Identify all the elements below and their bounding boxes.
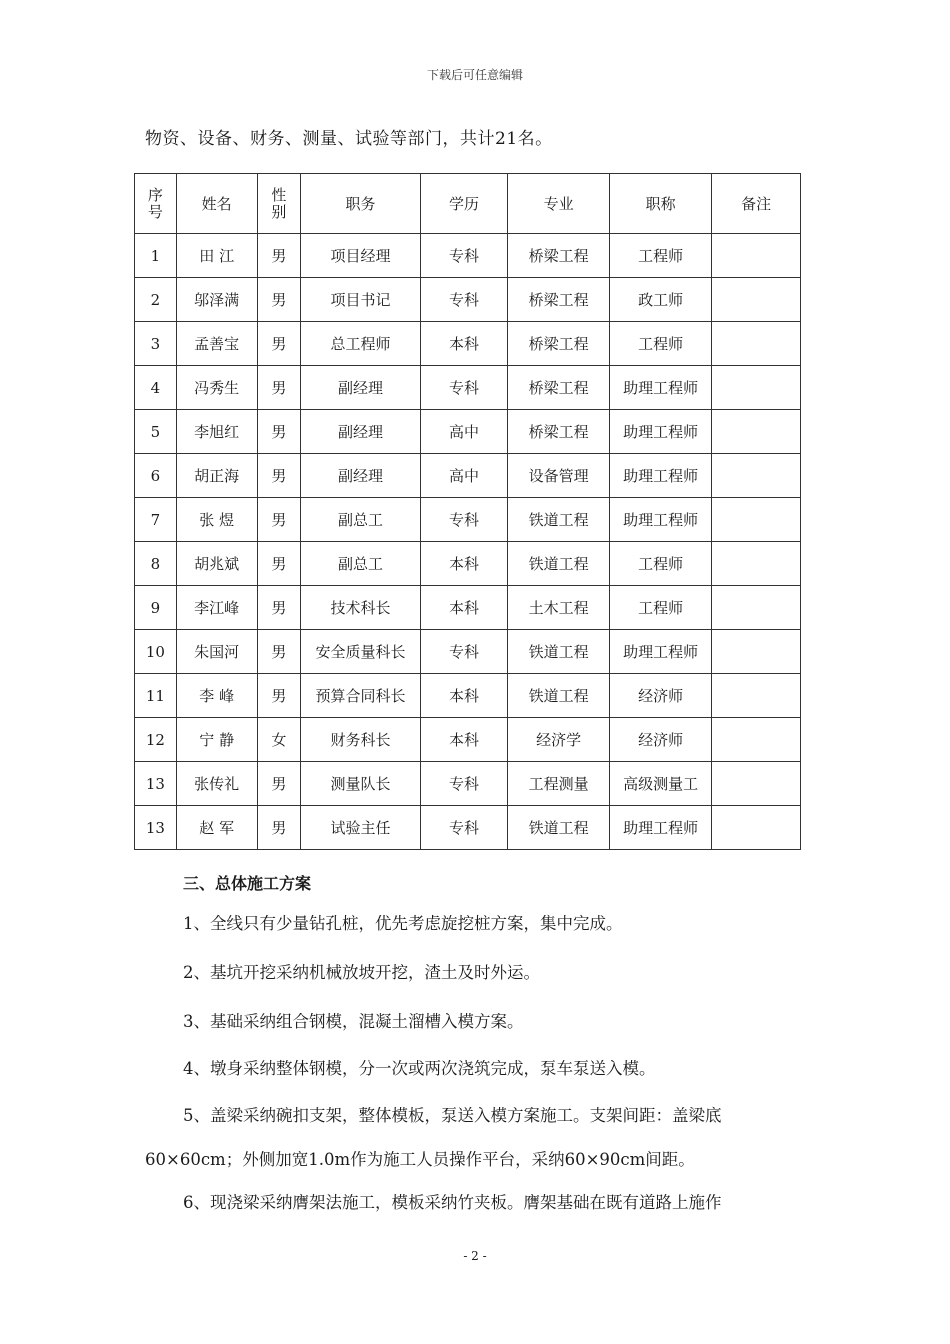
cell-gender: 男 xyxy=(257,762,301,806)
cell-major: 桥梁工程 xyxy=(508,234,610,278)
cell-no: 13 xyxy=(135,806,177,850)
table-row xyxy=(135,410,801,454)
cell-education: 专科 xyxy=(420,278,508,322)
paragraph-line: 1、全线只有少量钻孔桩，优先考虑旋挖桩方案，集中完成。 xyxy=(183,914,623,933)
table-row xyxy=(135,674,801,718)
page-number: - 2 - xyxy=(463,1249,487,1263)
cell-gender: 男 xyxy=(257,630,301,674)
cell-rank: 工程师 xyxy=(609,234,712,278)
table-row xyxy=(135,586,801,630)
intro-text: 物资、设备、财务、测量、试验等部门，共计21名。 xyxy=(145,129,553,149)
cell-note xyxy=(712,630,801,674)
cell-education: 专科 xyxy=(420,234,508,278)
paragraph xyxy=(145,1000,810,1044)
cell-name: 孟善宝 xyxy=(176,322,257,366)
cell-note xyxy=(712,674,801,718)
cell-education: 本科 xyxy=(420,674,508,718)
cell-title: 预算合同科长 xyxy=(301,674,420,718)
cell-no: 9 xyxy=(135,586,177,630)
cell-no: 12 xyxy=(135,718,177,762)
cell-gender: 男 xyxy=(257,410,301,454)
cell-major: 铁道工程 xyxy=(508,498,610,542)
cell-major: 桥梁工程 xyxy=(508,410,610,454)
cell-education: 本科 xyxy=(420,586,508,630)
cell-major: 铁道工程 xyxy=(508,542,610,586)
cell-gender: 男 xyxy=(257,454,301,498)
cell-gender: 男 xyxy=(257,322,301,366)
cell-rank: 工程师 xyxy=(609,322,712,366)
paragraph-line: 5、盖梁采纳碗扣支架，整体模板，泵送入模方案施工。支架间距：盖梁底 xyxy=(183,1106,722,1125)
paragraph xyxy=(145,1094,810,1182)
cell-note xyxy=(712,586,801,630)
cell-name: 宁 静 xyxy=(176,718,257,762)
header-gender-2: 别 xyxy=(271,202,287,221)
cell-title: 副总工 xyxy=(301,498,420,542)
cell-education: 专科 xyxy=(420,762,508,806)
table-row xyxy=(135,542,801,586)
cell-name: 张传礼 xyxy=(176,762,257,806)
cell-rank: 助理工程师 xyxy=(609,454,712,498)
table-row xyxy=(135,498,801,542)
paragraph-line: 6、现浇梁采纳膺架法施工，模板采纳竹夹板。膺架基础在既有道路上施作 xyxy=(183,1193,722,1212)
header-cell-gender xyxy=(257,174,301,234)
cell-title: 副总工 xyxy=(301,542,420,586)
cell-education: 本科 xyxy=(420,322,508,366)
paragraph xyxy=(145,1181,810,1225)
header-cell-title: 职务 xyxy=(301,174,420,234)
cell-note xyxy=(712,366,801,410)
paragraph-line: 4、墩身采纳整体钢模，分一次或两次浇筑完成，泵车泵送入模。 xyxy=(183,1059,656,1078)
cell-name: 李旭红 xyxy=(176,410,257,454)
staff-table xyxy=(134,173,801,850)
cell-name: 赵 军 xyxy=(176,806,257,850)
cell-rank: 政工师 xyxy=(609,278,712,322)
cell-title: 副经理 xyxy=(301,366,420,410)
cell-title: 安全质量科长 xyxy=(301,630,420,674)
header-cell-education: 学历 xyxy=(420,174,508,234)
cell-note xyxy=(712,322,801,366)
cell-major: 铁道工程 xyxy=(508,630,610,674)
cell-note xyxy=(712,410,801,454)
cell-gender: 男 xyxy=(257,586,301,630)
cell-no: 1 xyxy=(135,234,177,278)
paragraph-line: 2、基坑开挖采纳机械放坡开挖，渣土及时外运。 xyxy=(183,963,540,982)
header-gender-1: 性 xyxy=(271,185,287,204)
cell-no: 13 xyxy=(135,762,177,806)
cell-education: 专科 xyxy=(420,366,508,410)
header-cell-note: 备注 xyxy=(712,174,801,234)
cell-no: 2 xyxy=(135,278,177,322)
cell-note xyxy=(712,234,801,278)
section-title: 三、总体施工方案 xyxy=(183,874,312,893)
cell-note xyxy=(712,498,801,542)
cell-no: 7 xyxy=(135,498,177,542)
cell-title: 总工程师 xyxy=(301,322,420,366)
cell-gender: 女 xyxy=(257,718,301,762)
table-row xyxy=(135,718,801,762)
cell-education: 高中 xyxy=(420,454,508,498)
cell-major: 铁道工程 xyxy=(508,674,610,718)
cell-gender: 男 xyxy=(257,806,301,850)
cell-rank: 助理工程师 xyxy=(609,806,712,850)
header-cell-name: 姓名 xyxy=(176,174,257,234)
cell-gender: 男 xyxy=(257,278,301,322)
cell-major: 桥梁工程 xyxy=(508,278,610,322)
cell-rank: 助理工程师 xyxy=(609,498,712,542)
table-row xyxy=(135,278,801,322)
cell-rank: 高级测量工 xyxy=(609,762,712,806)
cell-title: 测量队长 xyxy=(301,762,420,806)
cell-title: 试验主任 xyxy=(301,806,420,850)
paragraph-line: 3、基础采纳组合钢模，混凝土溜槽入模方案。 xyxy=(183,1012,524,1031)
cell-note xyxy=(712,718,801,762)
header-no-1: 序 xyxy=(147,185,163,204)
paragraph xyxy=(145,951,810,995)
table-row xyxy=(135,366,801,410)
cell-education: 高中 xyxy=(420,410,508,454)
cell-gender: 男 xyxy=(257,234,301,278)
cell-major: 工程测量 xyxy=(508,762,610,806)
cell-rank: 助理工程师 xyxy=(609,630,712,674)
cell-no: 8 xyxy=(135,542,177,586)
table-body xyxy=(135,234,801,850)
table-row xyxy=(135,630,801,674)
cell-title: 副经理 xyxy=(301,454,420,498)
cell-name: 邬泽满 xyxy=(176,278,257,322)
cell-major: 桥梁工程 xyxy=(508,366,610,410)
cell-title: 项目书记 xyxy=(301,278,420,322)
cell-major: 铁道工程 xyxy=(508,806,610,850)
table-row xyxy=(135,762,801,806)
cell-note xyxy=(712,762,801,806)
cell-no: 10 xyxy=(135,630,177,674)
cell-gender: 男 xyxy=(257,498,301,542)
cell-education: 本科 xyxy=(420,718,508,762)
cell-education: 专科 xyxy=(420,498,508,542)
cell-rank: 经济师 xyxy=(609,718,712,762)
header-cell-major: 专业 xyxy=(508,174,610,234)
cell-note xyxy=(712,454,801,498)
cell-gender: 男 xyxy=(257,542,301,586)
cell-gender: 男 xyxy=(257,674,301,718)
table-row xyxy=(135,234,801,278)
cell-title: 副经理 xyxy=(301,410,420,454)
cell-name: 胡正海 xyxy=(176,454,257,498)
table-row xyxy=(135,454,801,498)
cell-title: 财务科长 xyxy=(301,718,420,762)
cell-rank: 助理工程师 xyxy=(609,410,712,454)
cell-gender: 男 xyxy=(257,366,301,410)
cell-no: 5 xyxy=(135,410,177,454)
cell-rank: 经济师 xyxy=(609,674,712,718)
cell-no: 4 xyxy=(135,366,177,410)
table-header-row xyxy=(135,174,801,234)
cell-education: 专科 xyxy=(420,630,508,674)
cell-name: 李 峰 xyxy=(176,674,257,718)
paragraph-line: 60×60cm；外侧加宽1.0m作为施工人员操作平台，采纳60×90cm间距。 xyxy=(145,1150,695,1169)
cell-rank: 工程师 xyxy=(609,586,712,630)
cell-name: 李江峰 xyxy=(176,586,257,630)
header-cell-no xyxy=(135,174,177,234)
cell-note xyxy=(712,278,801,322)
cell-title: 技术科长 xyxy=(301,586,420,630)
cell-note xyxy=(712,542,801,586)
cell-rank: 工程师 xyxy=(609,542,712,586)
cell-major: 桥梁工程 xyxy=(508,322,610,366)
table-row xyxy=(135,322,801,366)
page-header: 下载后可任意编辑 xyxy=(426,68,523,82)
cell-education: 本科 xyxy=(420,542,508,586)
paragraph xyxy=(145,1047,810,1091)
cell-major: 经济学 xyxy=(508,718,610,762)
header-no-2: 号 xyxy=(147,202,163,221)
cell-no: 3 xyxy=(135,322,177,366)
cell-note xyxy=(712,806,801,850)
cell-name: 田 江 xyxy=(176,234,257,278)
cell-title: 项目经理 xyxy=(301,234,420,278)
table-row xyxy=(135,806,801,850)
paragraph xyxy=(145,902,810,946)
cell-no: 11 xyxy=(135,674,177,718)
cell-name: 冯秀生 xyxy=(176,366,257,410)
cell-name: 胡兆斌 xyxy=(176,542,257,586)
header-cell-rank: 职称 xyxy=(609,174,712,234)
cell-major: 设备管理 xyxy=(508,454,610,498)
cell-name: 张 煜 xyxy=(176,498,257,542)
cell-major: 土木工程 xyxy=(508,586,610,630)
cell-education: 专科 xyxy=(420,806,508,850)
cell-rank: 助理工程师 xyxy=(609,366,712,410)
cell-no: 6 xyxy=(135,454,177,498)
cell-name: 朱国河 xyxy=(176,630,257,674)
